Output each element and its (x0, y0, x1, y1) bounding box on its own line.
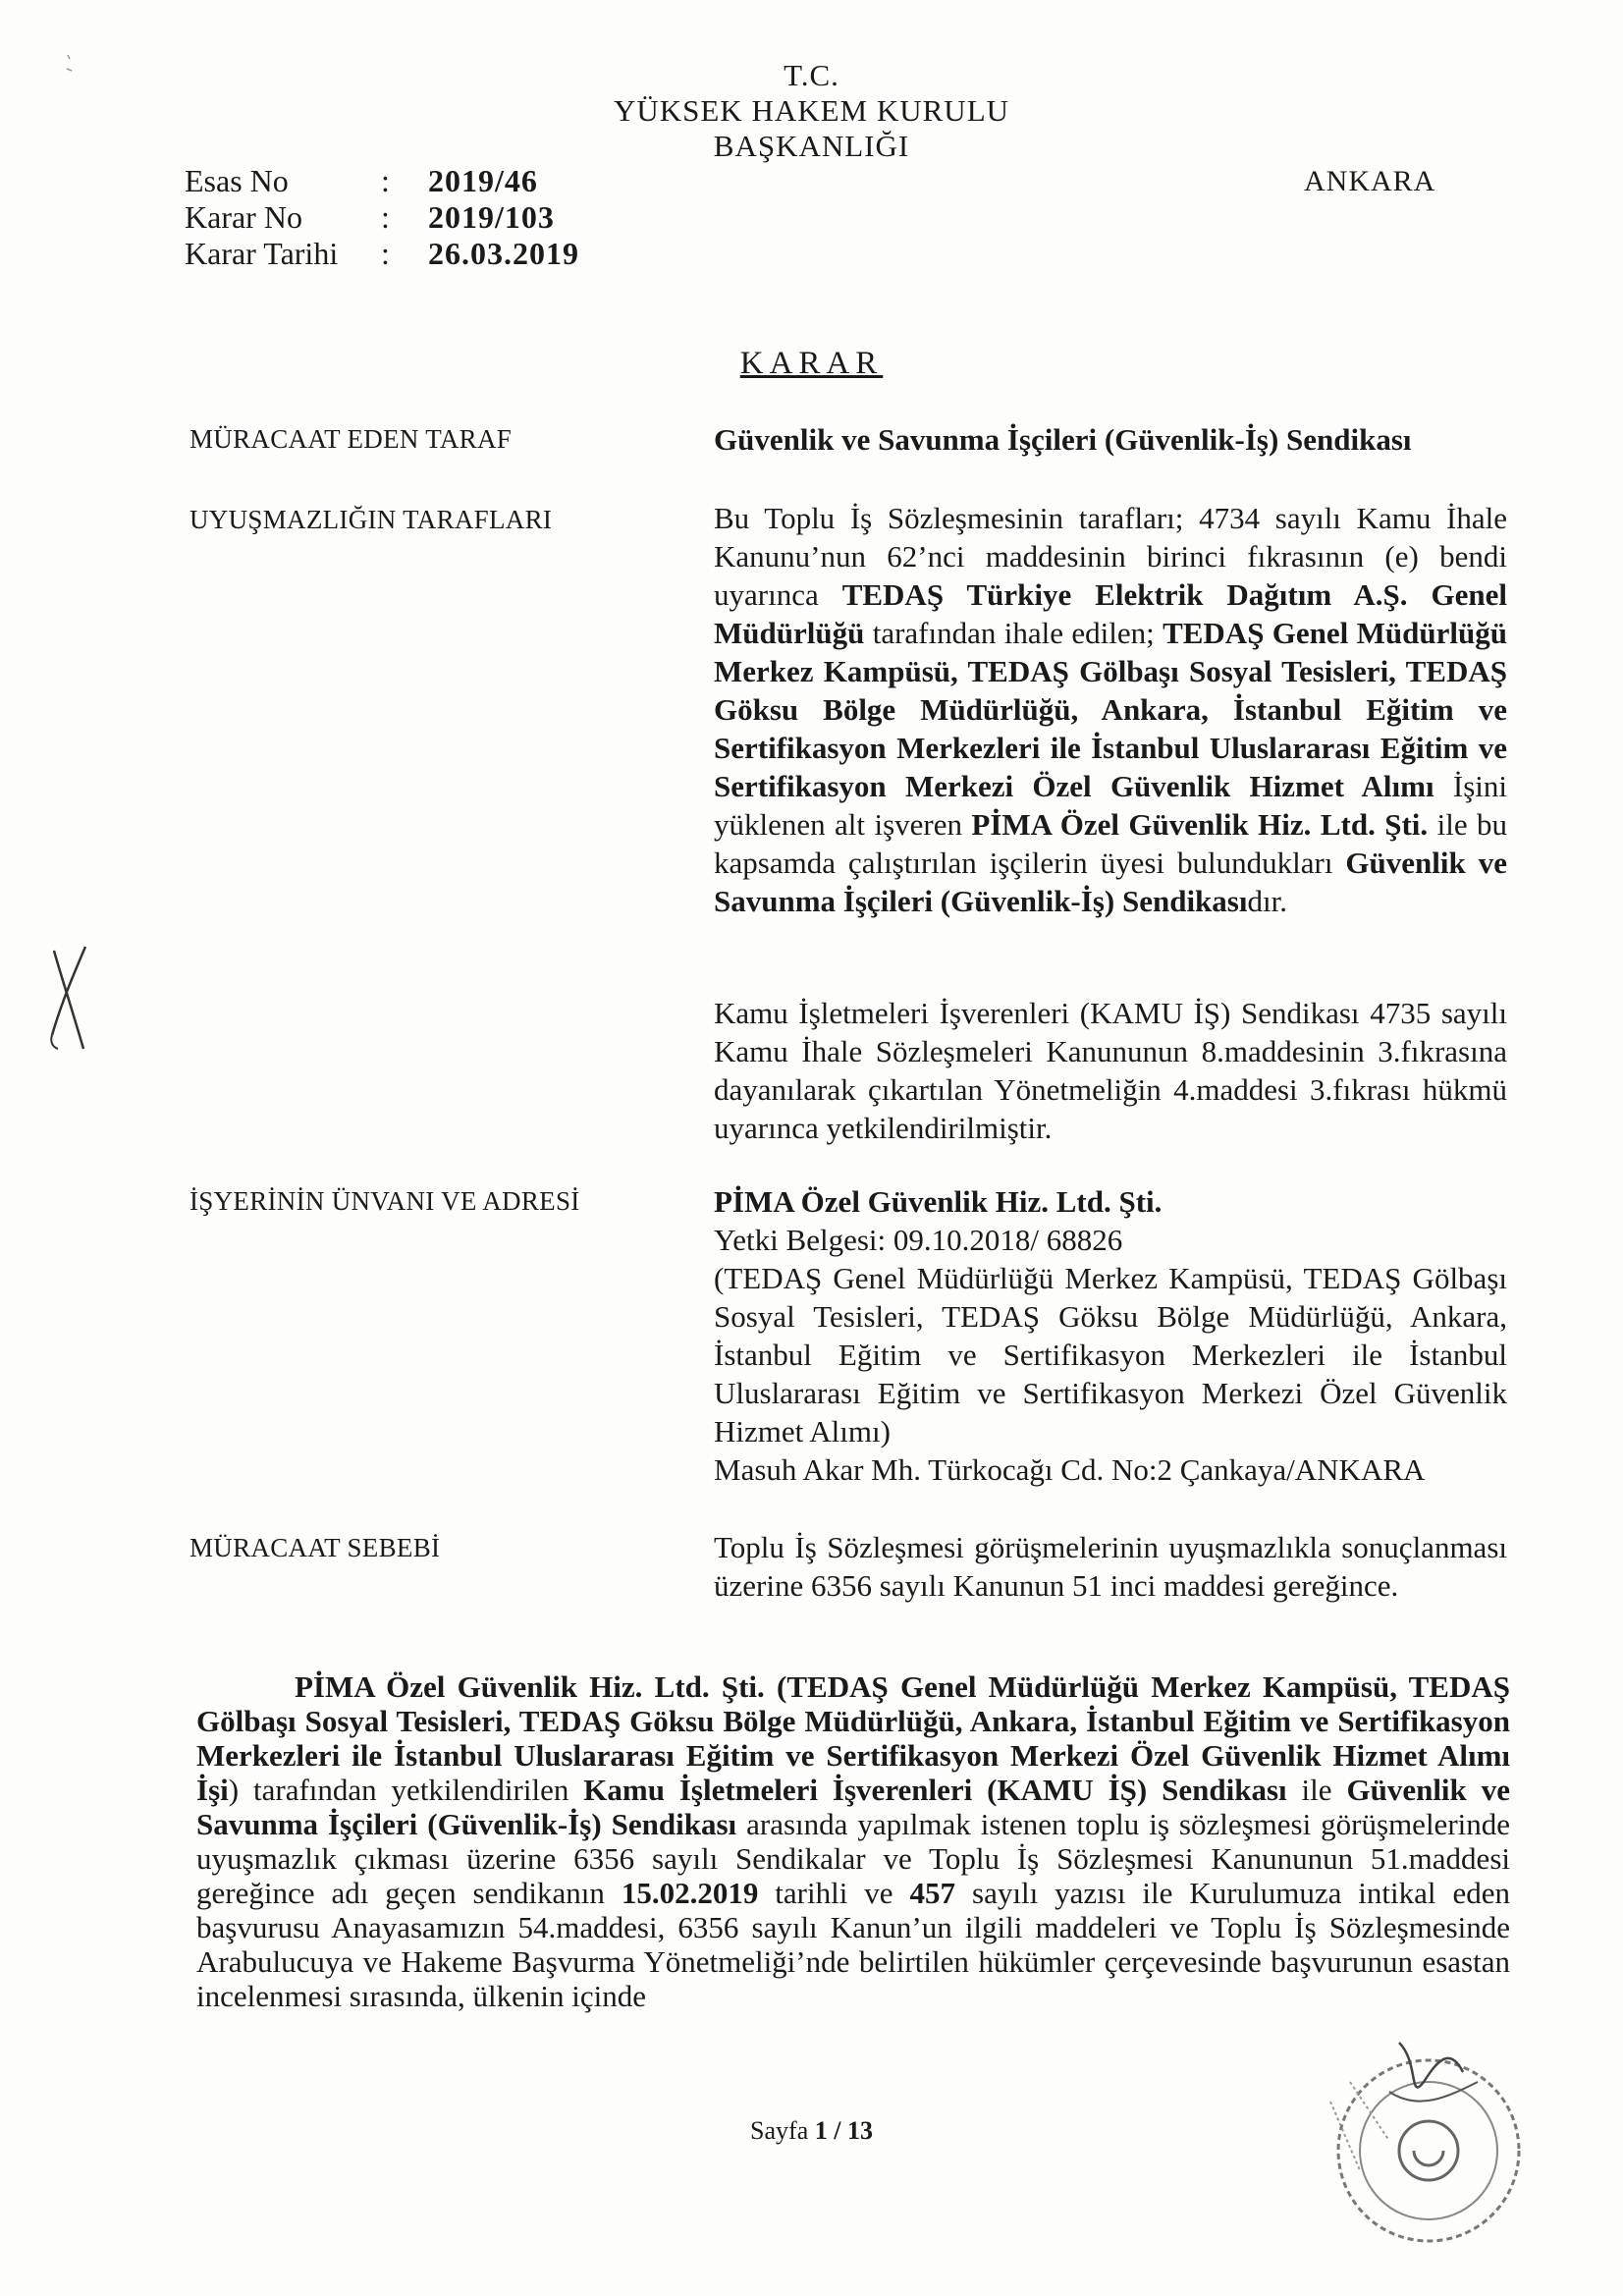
workplace-label: İŞYERİNİN ÜNVANI VE ADRESİ (189, 1186, 580, 1216)
body-text: (TEDAŞ Genel Müdürlüğü Merkez Kampüsü, TEDAŞ Gölbaşı Sosyal Tesisleri, TEDAŞ Göksu Bölge Müdürlüğü, Ankara, İstanbul Eğitim ve Sertifikasyon Merkezleri ile İstanbul Uluslararası Eğitim ve Sertifikasyon Merkezi Özel Güvenlik Hizmet Alımı İşi (196, 1669, 1510, 1807)
parties-text: PİMA Özel Güvenlik Hiz. Ltd. Şti. (971, 807, 1429, 842)
decision-number-label: Karar No (185, 199, 302, 235)
separator: : (381, 236, 390, 271)
workplace-certificate: Yetki Belgesi: 09.10.2018/ 68826 (714, 1223, 1123, 1257)
handwritten-x-mark (44, 933, 93, 1061)
case-number-label: Esas No (185, 163, 289, 198)
body-text: tarihli ve (758, 1876, 910, 1910)
case-info (185, 163, 579, 272)
parties-text: TEDAŞ Türkiye Elektrik Dağıtım A.Ş. Genel Müdürlüğü (714, 577, 1507, 650)
decision-date-value: 26.03.2019 (428, 236, 579, 271)
workplace-block (714, 1182, 1507, 1489)
header-presidency: BAŞKANLIĞI (713, 129, 910, 163)
body-text: arasında yapılmak istenen toplu iş sözleşmesi görüşmelerinde uyuşmazlık çıkması üzerine 6356 sayılı Sendikalar ve Toplu İş Sözleşmesi Kanununun 51.maddesi gereğince adı geçen sendikanın (196, 1807, 1511, 1910)
body-text: Kamu İşletmeleri İşverenleri (KAMU İŞ) Sendikası (583, 1773, 1287, 1807)
body-text: ile (1286, 1773, 1347, 1807)
parties-text: Güvenlik ve Savunma İşçileri (Güvenlik-İş) Sendikası (714, 846, 1507, 918)
parties-paragraph-2: Kamu İşletmeleri İşverenleri (KAMU İŞ) Sendikası 4735 sayılı Kamu İhale Sözleşmeleri Kanununun 8.maddesinin 3.fıkrasına dayanılarak çıkartılan Yönetmeliğin 4.maddesi 3.fıkrası hükmü uyarınca yetkilendirilmiştir. (714, 996, 1507, 1145)
body-paragraph (196, 1669, 1510, 2013)
body-text: 457 (909, 1876, 956, 1910)
workplace-name: PİMA Özel Güvenlik Hiz. Ltd. Şti. (714, 1184, 1163, 1219)
applicant-label: MÜRACAAT EDEN TARAF (189, 424, 513, 454)
case-number-row (185, 163, 579, 199)
page-number: 1 / 13 (814, 2116, 873, 2145)
decision-number-row (185, 199, 579, 236)
parties-text: ile bu kapsamda çalıştırılan işçilerin üyesi bulundukları (714, 807, 1507, 880)
parties-paragraph (714, 499, 1507, 920)
workplace-address: Masuh Akar Mh. Türkocağı Cd. No:2 Çankaya/ANKARA (714, 1452, 1426, 1487)
decision-date-label: Karar Tarihi (185, 236, 339, 271)
body-text (765, 1669, 777, 1704)
parties-text: dır. (1247, 884, 1287, 918)
parties-text: TEDAŞ Genel Müdürlüğü Merkez Kampüsü, TEDAŞ Gölbaşı Sosyal Tesisleri, TEDAŞ Göksu Bölge Müdürlüğü, Ankara, İstanbul Eğitim ve Sertifikasyon Merkezleri ile İstanbul Uluslararası Eğitim ve Sertifikasyon Merkezi Özel Güvenlik Hizmet Alımı (714, 616, 1507, 803)
body-text: Güvenlik ve Savunma İşçileri (Güvenlik-İş) Sendikası (196, 1773, 1510, 1841)
workplace-detail: (TEDAŞ Genel Müdürlüğü Merkez Kampüsü, TEDAŞ Gölbaşı Sosyal Tesisleri, TEDAŞ Göksu Bölge Müdürlüğü, Ankara, İstanbul Eğitim ve Sertifikasyon Merkezleri ile İstanbul Uluslararası Eğitim ve Sertifikasyon Merkezi Özel Güvenlik Hizmet Alımı) (714, 1261, 1507, 1449)
parties-label: UYUŞMAZLIĞIN TARAFLARI (189, 505, 553, 534)
case-number-value: 2019/46 (428, 163, 538, 198)
parties-text: tarafından ihale edilen; (864, 616, 1163, 650)
body-text: 15.02.2019 (621, 1876, 759, 1910)
separator: : (381, 163, 390, 198)
header-institution: YÜKSEK HAKEM KURULU (613, 93, 1010, 128)
parties-text: Bu Toplu İş Sözleşmesinin tarafları; 4734 sayılı Kamu İhale Kanunu’nun 62’nci maddesinin birinci fıkrasının (e) bendi uyarınca (714, 501, 1507, 612)
reason-label: MÜRACAAT SEBEBİ (189, 1533, 441, 1562)
applicant-value (714, 420, 1507, 459)
official-seal-stamp (1252, 2023, 1566, 2278)
body-text: ) tarafından yetkilendirilen (228, 1773, 584, 1807)
reason-value: Toplu İş Sözleşmesi görüşmelerinin uyuşmazlıkla sonuçlanması üzerine 6356 sayılı Kanunun 51 inci maddesi gereğince. (714, 1530, 1507, 1603)
body-text: PİMA Özel Güvenlik Hiz. Ltd. Şti. (295, 1669, 765, 1704)
city: ANKARA (1304, 165, 1436, 197)
decision-date-row (185, 236, 579, 272)
applicant-name: Güvenlik ve Savunma İşçileri (Güvenlik-İş) Sendikası (714, 422, 1412, 457)
body-text: sayılı yazısı ile Kurulumuza intikal eden başvurusu Anayasamızın 54.maddesi, 6356 sayılı Kanun’un ilgili maddeleri ve Toplu İş Sözleşmesinde Arabulucuya ve Hakeme Başvurma Yönetmeliği’nde belirtilen hükümler çerçevesinde başvurunun esastan incelenmesi sırasında, ülkenin içinde (196, 1876, 1511, 2013)
page-prefix: Sayfa (750, 2116, 815, 2145)
parties-text: İşini yüklenen alt işveren (714, 769, 1507, 842)
page-indicator (0, 2116, 1623, 2146)
header-tc: T.C. (784, 58, 839, 92)
decision-number-value: 2019/103 (428, 199, 555, 235)
document-title: KARAR (739, 346, 884, 381)
separator: : (381, 199, 390, 235)
